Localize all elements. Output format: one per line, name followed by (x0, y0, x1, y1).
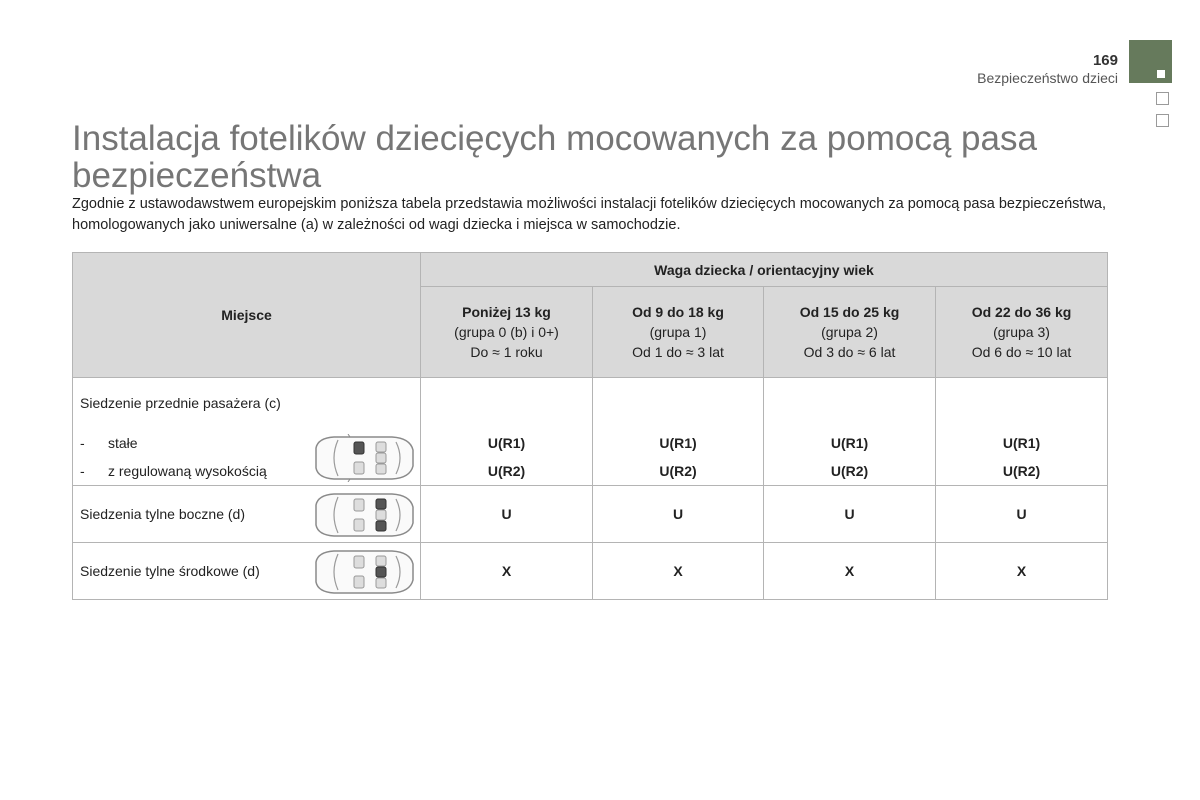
header-group-3 (936, 287, 1108, 378)
header-group-2 (764, 287, 936, 378)
page-title: Instalacja fotelików dziecięcych mocowanych za pomocą pasa bezpieczeństwa (72, 119, 1037, 195)
group-age: Do ≈ 1 roku (470, 344, 543, 360)
header-weight-age: Waga dziecka / orientacyjny wiek (421, 253, 1108, 287)
chapter-tab (1156, 114, 1169, 127)
option-adjustable: z regulowaną wysokością (108, 463, 267, 479)
group-age: Od 3 do ≈ 6 lat (803, 344, 896, 360)
seat-cell-rear-center (73, 543, 421, 600)
seat-cell-rear-side (73, 486, 421, 543)
value-cell: X (421, 543, 593, 600)
group-weight: Od 9 do 18 kg (632, 304, 724, 320)
group-age: Od 6 do ≈ 10 lat (971, 344, 1072, 360)
value-cell: U (593, 486, 764, 543)
section-title: Bezpieczeństwo dzieci (977, 70, 1118, 86)
page-number: 169 (1092, 52, 1118, 69)
value-cell: X (764, 543, 936, 600)
value-cell: U (764, 486, 936, 543)
value-cell: X (936, 543, 1108, 600)
group-name: (grupa 2) (821, 324, 878, 340)
value-r1: U(R1) (830, 435, 869, 451)
value-cell (936, 378, 1108, 486)
car-seat-diagram-icon (310, 548, 416, 596)
group-weight: Poniżej 13 kg (462, 304, 551, 320)
intro-paragraph: Zgodnie z ustawodawstwem europejskim poniższa tabela przedstawia możliwości instalacji fotelików dziecięcych mocowanych za pomocą pasa bezpieczeństwa, homologowanych jako uniwersalne (a) w zależności od wagi dziecka i miejsca w samochodzie. (72, 196, 1107, 233)
table-row-front (73, 378, 1108, 486)
group-weight: Od 22 do 36 kg (971, 304, 1072, 320)
dash-bullet: - (80, 435, 85, 451)
value-cell (421, 378, 593, 486)
header-seat: Miejsce (73, 253, 421, 378)
table-row-rear-side (73, 486, 1108, 543)
child-seat-table (72, 252, 1108, 600)
value-r1: U(R1) (659, 435, 697, 451)
chapter-tab (1156, 92, 1169, 105)
table-row-rear-center (73, 543, 1108, 600)
header-group-0 (421, 287, 593, 378)
option-fixed: stałe (108, 435, 138, 451)
value-r2: U(R2) (830, 463, 869, 479)
value-cell (764, 378, 936, 486)
dash-bullet: - (80, 463, 85, 479)
group-age: Od 1 do ≈ 3 lat (632, 344, 724, 360)
seat-label: Siedzenia tylne boczne (d) (80, 506, 245, 522)
group-name: (grupa 1) (649, 324, 707, 340)
value-r1: U(R1) (487, 435, 526, 451)
car-seat-diagram-icon (310, 434, 416, 482)
header-group-1 (593, 287, 764, 378)
value-r2: U(R2) (659, 463, 697, 479)
value-cell (593, 378, 764, 486)
value-r1: U(R1) (1002, 435, 1041, 451)
group-name: (grupa 0 (b) i 0+) (454, 324, 559, 340)
car-seat-diagram-icon (310, 491, 416, 539)
value-cell: U (421, 486, 593, 543)
value-r2: U(R2) (487, 463, 526, 479)
group-weight: Od 15 do 25 kg (799, 304, 900, 320)
seat-cell-front (73, 378, 421, 486)
group-name: (grupa 3) (993, 324, 1050, 340)
value-cell: X (593, 543, 764, 600)
chapter-tab-active (1129, 40, 1172, 83)
seat-label: Siedzenie przednie pasażera (c) (80, 395, 281, 411)
value-cell: U (936, 486, 1108, 543)
value-r2: U(R2) (1002, 463, 1041, 479)
seat-label: Siedzenie tylne środkowe (d) (80, 563, 260, 579)
